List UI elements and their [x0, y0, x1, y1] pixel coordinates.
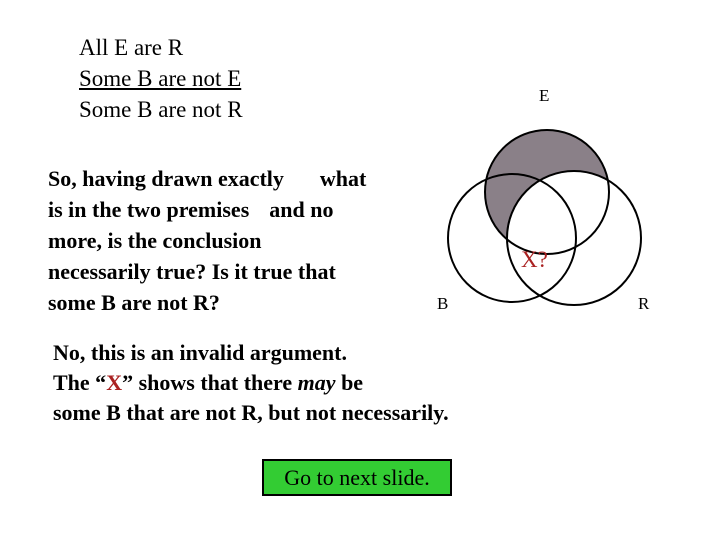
shaded-region-e-not-r [480, 125, 641, 305]
question-line-1b: what [319, 166, 367, 191]
next-slide-button[interactable]: Go to next slide. [262, 459, 452, 496]
answer-may-emphasis: may [297, 370, 336, 395]
answer-line-2-mid: ” shows that there [122, 370, 298, 395]
answer-line-2-post: be [335, 370, 364, 395]
premise-1: All E are R [79, 35, 184, 60]
label-b: B [437, 294, 449, 313]
conclusion: Some B are not R [79, 97, 243, 122]
question-line-5: some B are not R? [48, 290, 220, 315]
question-line-3: more, is the conclusion [48, 228, 262, 253]
x-mark: X? [521, 247, 548, 272]
question-line-1a: So, having drawn exactly [48, 166, 284, 191]
label-r: R [638, 294, 650, 313]
answer-line-3: some B that are not R, but not necessarily. [53, 400, 449, 425]
label-e: E [539, 86, 550, 105]
answer-line-1: No, this is an invalid argument. [53, 340, 347, 365]
answer-block [53, 338, 449, 428]
question-line-2a: is in the two premises [48, 197, 250, 222]
answer-x-highlight: X [106, 370, 123, 395]
question-line-2b: and no [269, 197, 334, 222]
answer-line-2 [53, 368, 449, 398]
premise-2: Some B are not E [79, 66, 242, 91]
answer-line-2-pre: The “ [53, 370, 107, 395]
question-line-4: necessarily true? Is it true that [48, 259, 336, 284]
